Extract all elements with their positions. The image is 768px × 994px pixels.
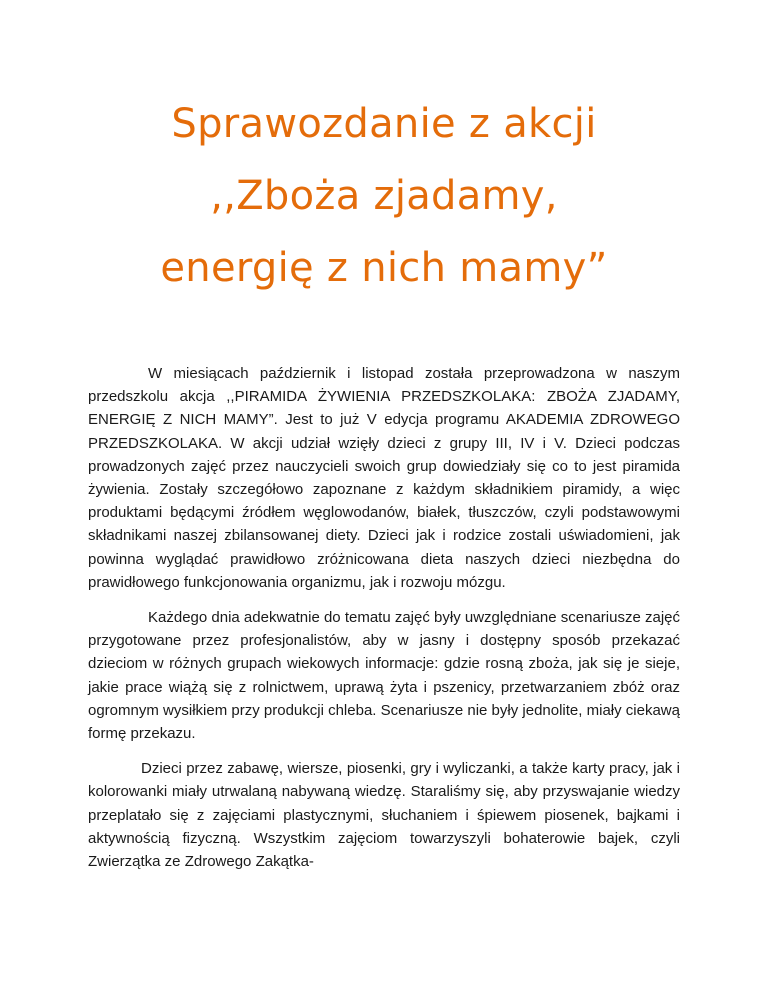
document-title [80, 88, 688, 304]
title-line: ,,Zboża zjadamy, [210, 173, 558, 219]
paragraph: Każdego dnia adekwatnie do tematu zajęć były uwzględniane scenariusze zajęć przygotowane przez profesjonalistów, aby w jasny i dostępny sposób przekazać dzieciom w różnych grupach wiekowych informacje: gdzie rosną zboża, jak się je sieje, jakie prace wiążą się z rolnictwem, uprawą żyta i pszenicy, przetwarzaniem zbóż oraz ogromnym wysiłkiem przy produkcji chleba. Scenariusze nie były jednolite, miały ciekawą formę przekazu. [88, 609, 680, 743]
paragraph: W miesiącach październik i listopad została przeprowadzona w naszym przedszkolu akcja ,,PIRAMIDA ŻYWIENIA PRZEDSZKOLAKA: ZBOŻA ZJADAMY, ENERGIĘ Z NICH MAMY”. Jest to już V edycja programu AKADEMIA ZDROWEGO PRZEDSZKOLAKA. W akcji udział wzięły dzieci z grupy III, IV i V. Dzieci podczas prowadzonych zajęć przez nauczycieli swoich grup dowiedziały się co to jest piramida żywienia. Zostały szczegółowo zapoznane z każdym składnikiem piramidy, a więc produktami będącymi źródłem węglowodanów, białek, tłuszczów, czyli podstawowymi składnikami naszej zbilansowanej diety. Dzieci jak i rodzice zostali uświadomieni, jak powinna wyglądać prawidłowo zróżnicowana dieta naszych dzieci niezbędna do prawidłowego funkcjonowania organizmu, jak i rozwoju mózgu. [88, 365, 680, 591]
title-line: energię z nich mamy” [160, 245, 608, 291]
paragraph: Dzieci przez zabawę, wiersze, piosenki, gry i wyliczanki, a także karty pracy, jak i kolorowanki miały utrwalaną nabywaną wiedzę. Staraliśmy się, aby przyswajanie wiedzy przeplatało się z zajęciami plastycznymi, słuchaniem i śpiewem piosenek, bajkami i aktywnością fizyczną. Wszystkim zajęciom towarzyszyli bohaterowie bajek, czyli Zwierzątka ze Zdrowego Zakątka- [88, 760, 680, 871]
title-line: Sprawozdanie z akcji [171, 101, 597, 147]
document-body [88, 362, 680, 885]
